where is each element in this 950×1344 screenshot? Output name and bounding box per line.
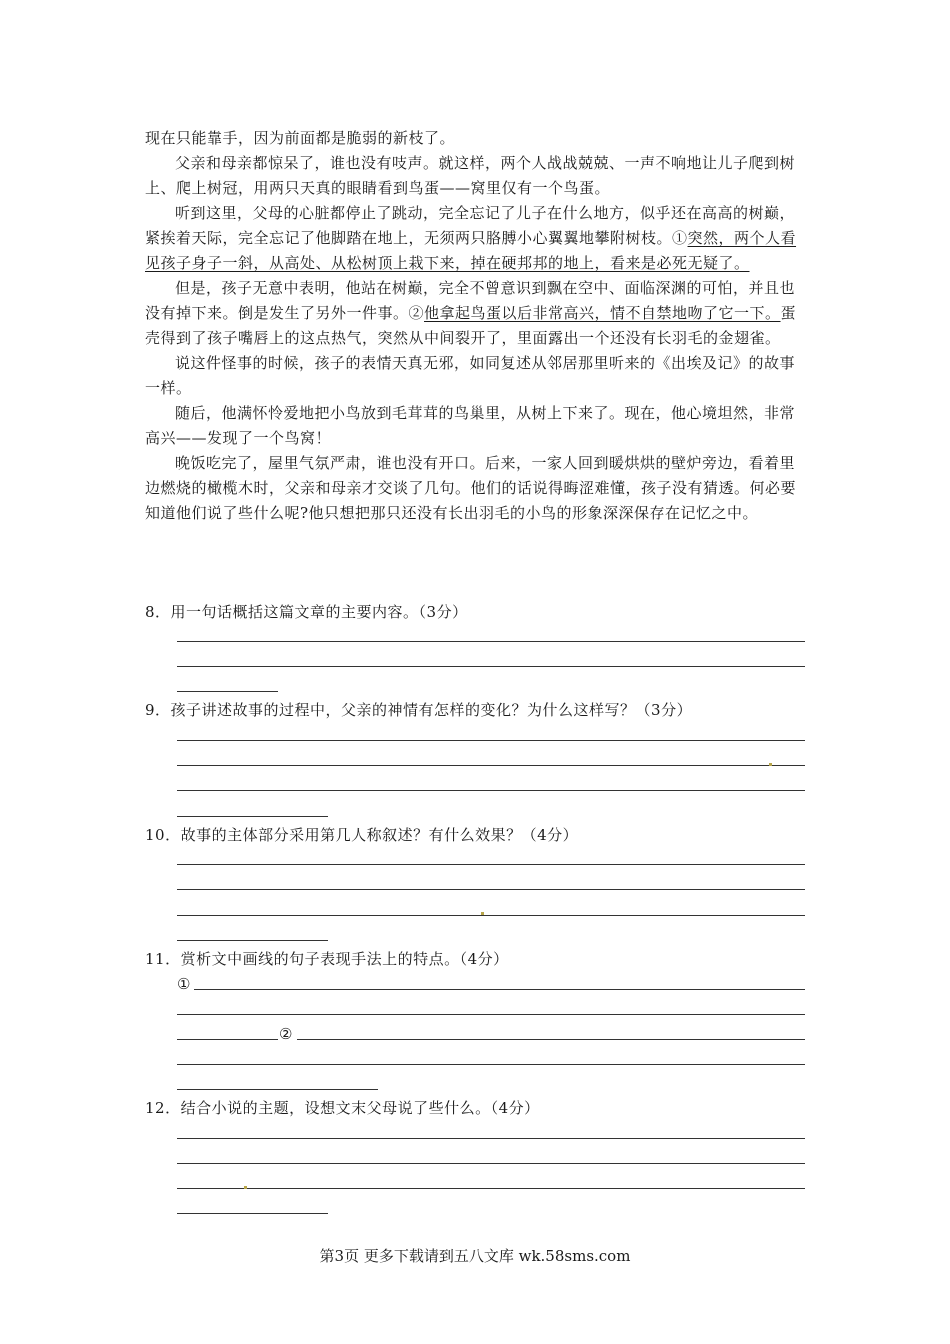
- answer-line[interactable]: [177, 1064, 805, 1065]
- answer-line[interactable]: [177, 864, 805, 865]
- answer-line[interactable]: [177, 1039, 278, 1040]
- paragraph-4-text-a: 但是，孩子无意中表明，他站在树巅，完全不曾意识到飘在空中、面临深渊的可怕，并且也没有掉下来。倒是发生了另外一件事。②: [145, 279, 796, 322]
- answer-line[interactable]: [177, 889, 805, 890]
- answer-line[interactable]: [177, 1089, 378, 1090]
- page-footer: 第3页 更多下载请到五八文库 wk.58sms.com: [319, 1247, 631, 1265]
- answer-line[interactable]: [177, 940, 328, 941]
- paragraph-4-text-b: 蛋壳得到了孩子嘴唇上的这点热气，突然从中间裂开了，里面露出一个还没有长羽毛的金翅雀。: [145, 304, 797, 347]
- underlined-sentence-1: 突然，两个人看见孩子身子一斜，从高处、从松树顶上栽下来，掉在硬邦邦的地上，看来是必死无疑了。: [145, 229, 797, 272]
- paragraph-3-text: 听到这里，父母的心脏都停止了跳动，完全忘记了儿子在什么地方，似乎还在高高的树巅，紧挨着天际，完全忘记了他脚踏在地上，无须两只胳膊小心翼翼地攀附树枝。①: [145, 204, 796, 247]
- answer-line[interactable]: [177, 790, 805, 791]
- underlined-sentence-2: 他拿起鸟蛋以后非常高兴，情不自禁地吻了它一下。: [424, 304, 781, 322]
- answer-line[interactable]: [297, 1039, 805, 1040]
- question-9: 9．孩子讲述故事的过程中，父亲的神情有怎样的变化？为什么这样写？（3分）: [145, 701, 693, 719]
- paragraph-4: [145, 276, 810, 351]
- answer-line[interactable]: [177, 1188, 805, 1189]
- answer-line[interactable]: [194, 989, 805, 990]
- story-text: [145, 126, 810, 526]
- answer-line[interactable]: [177, 740, 805, 741]
- question-8: 8．用一句话概括这篇文章的主要内容。（3分）: [145, 603, 468, 621]
- paragraph-1: 现在只能靠手，因为前面都是脆弱的新枝了。: [145, 129, 456, 147]
- speck: [769, 763, 772, 766]
- answer-line[interactable]: [177, 765, 805, 766]
- question-10: 10．故事的主体部分采用第几人称叙述？有什么效果？（4分）: [145, 826, 579, 844]
- answer-line[interactable]: [177, 641, 805, 642]
- answer-line[interactable]: [177, 1014, 805, 1015]
- paragraph-7: 晚饭吃完了，屋里气氛严肃，谁也没有开口。后来，一家人回到暖烘烘的壁炉旁边，看着里边燃烧的橄榄木时，父亲和母亲才交谈了几句。他们的话说得晦涩难懂，孩子没有猜透。何必要知道他们说了些什么呢?他只想把那只还没有长出羽毛的小鸟的形象深深保存在记忆之中。: [145, 454, 797, 522]
- answer-line[interactable]: [177, 666, 805, 667]
- answer-line[interactable]: [177, 1163, 805, 1164]
- answer-line[interactable]: [177, 1138, 805, 1139]
- paragraph-2: 父亲和母亲都惊呆了，谁也没有吱声。就这样，两个人战战兢兢、一声不响地让儿子爬到树上、爬上树冠，用两只天真的眼睛看到鸟蛋——窝里仅有一个鸟蛋。: [145, 154, 796, 197]
- question-12: 12．结合小说的主题，设想文末父母说了些什么。（4分）: [145, 1099, 540, 1117]
- paragraph-5: 说这件怪事的时候，孩子的表情天真无邪，如同复述从邻居那里听来的《出埃及记》的故事一样。: [145, 354, 796, 397]
- circle-number-1: ①: [177, 975, 191, 993]
- paragraph-3: [145, 201, 810, 276]
- speck: [481, 912, 484, 915]
- answer-line[interactable]: [177, 816, 328, 817]
- answer-line[interactable]: [177, 691, 278, 692]
- circle-number-2: ②: [279, 1025, 293, 1043]
- answer-line[interactable]: [177, 1213, 328, 1214]
- answer-line[interactable]: [177, 915, 805, 916]
- paragraph-6: 随后，他满怀怜爱地把小鸟放到毛茸茸的鸟巢里，从树上下来了。现在，他心境坦然，非常高兴——发现了一个鸟窝！: [145, 404, 796, 447]
- speck: [244, 1186, 247, 1189]
- question-11: 11．赏析文中画线的句子表现手法上的特点。（4分）: [145, 950, 509, 968]
